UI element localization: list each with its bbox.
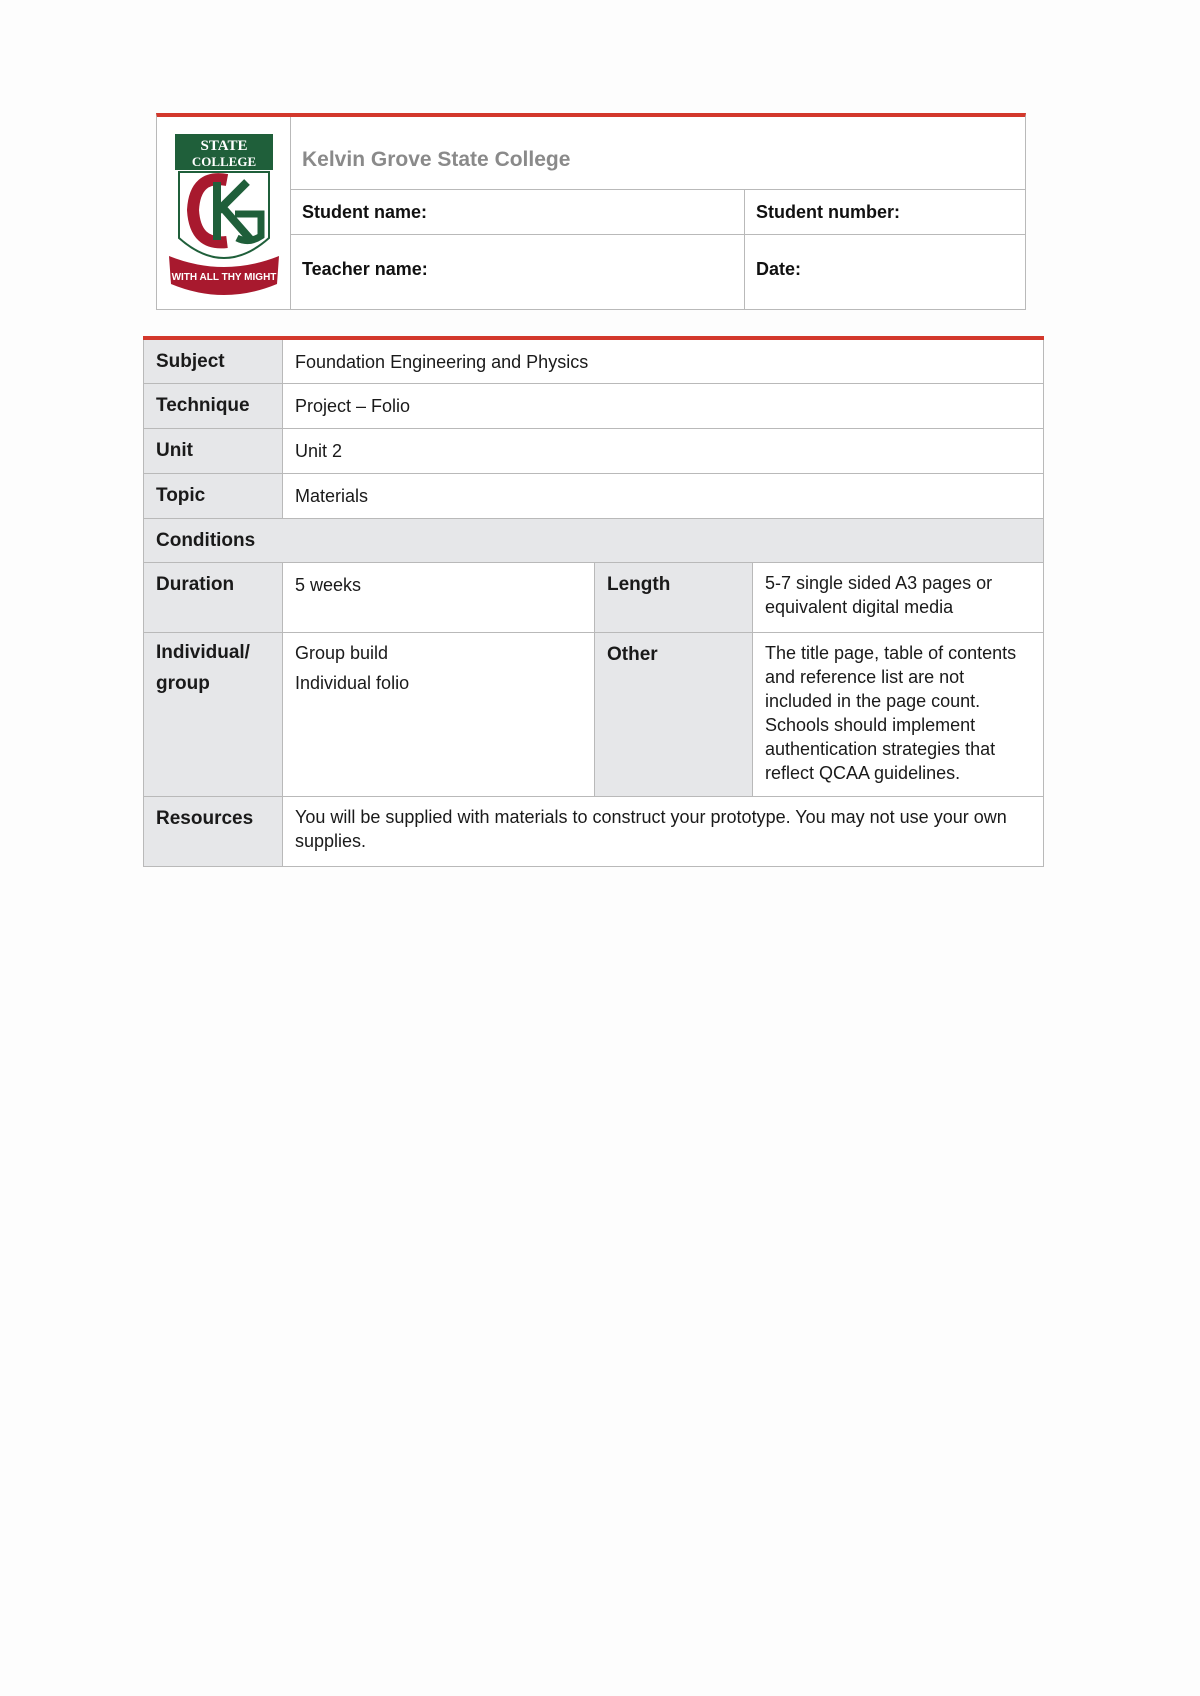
logo-cell — [157, 117, 291, 309]
topic-row — [144, 473, 1044, 518]
technique-row — [144, 383, 1044, 428]
technique-value: Project – Folio — [283, 383, 1044, 428]
individual-folio-text: Individual folio — [295, 672, 410, 693]
individual-group-label: Individual/ group — [144, 632, 283, 796]
individual-group-row — [144, 632, 1044, 796]
student-number-label: Student number: — [745, 190, 1025, 235]
subject-label: Subject — [144, 338, 283, 383]
other-label: Other — [595, 632, 753, 796]
unit-value: Unit 2 — [283, 428, 1044, 473]
individual-group-value — [283, 632, 595, 796]
topic-label: Topic — [144, 473, 283, 518]
svg-text:STATE: STATE — [200, 138, 247, 154]
school-name: Kelvin Grove State College — [291, 117, 1025, 190]
header-block — [156, 113, 1026, 310]
duration-value: 5 weeks — [283, 562, 595, 632]
unit-label: Unit — [144, 428, 283, 473]
length-value: 5-7 single sided A3 pages or equivalent digital media — [753, 562, 1044, 632]
unit-row — [144, 428, 1044, 473]
conditions-row — [144, 518, 1044, 562]
length-label: Length — [595, 562, 753, 632]
duration-row — [144, 562, 1044, 632]
resources-label: Resources — [144, 796, 283, 866]
resources-row — [144, 796, 1044, 866]
student-name-label: Student name: — [291, 190, 745, 235]
conditions-heading: Conditions — [144, 518, 1044, 562]
date-label: Date: — [756, 259, 802, 279]
svg-text:COLLEGE: COLLEGE — [191, 154, 256, 169]
conditions-table — [143, 336, 1044, 867]
svg-text:WITH ALL THY MIGHT: WITH ALL THY MIGHT — [171, 272, 276, 283]
topic-value: Materials — [283, 473, 1044, 518]
subject-row — [144, 338, 1044, 383]
technique-label: Technique — [144, 383, 283, 428]
group-build-text: Group build — [295, 642, 389, 663]
duration-label: Duration — [144, 562, 283, 632]
school-crest-logo — [165, 128, 283, 298]
other-value: The title page, table of contents and reference list are not included in the page count. Schools should implement authentication strategies that reflect QCAA guidelines. — [753, 632, 1044, 796]
subject-value: Foundation Engineering and Physics — [283, 338, 1044, 383]
teacher-name-label: Teacher name: — [291, 235, 745, 309]
resources-value: You will be supplied with materials to construct your prototype. You may not use your own supplies. — [283, 796, 1044, 866]
